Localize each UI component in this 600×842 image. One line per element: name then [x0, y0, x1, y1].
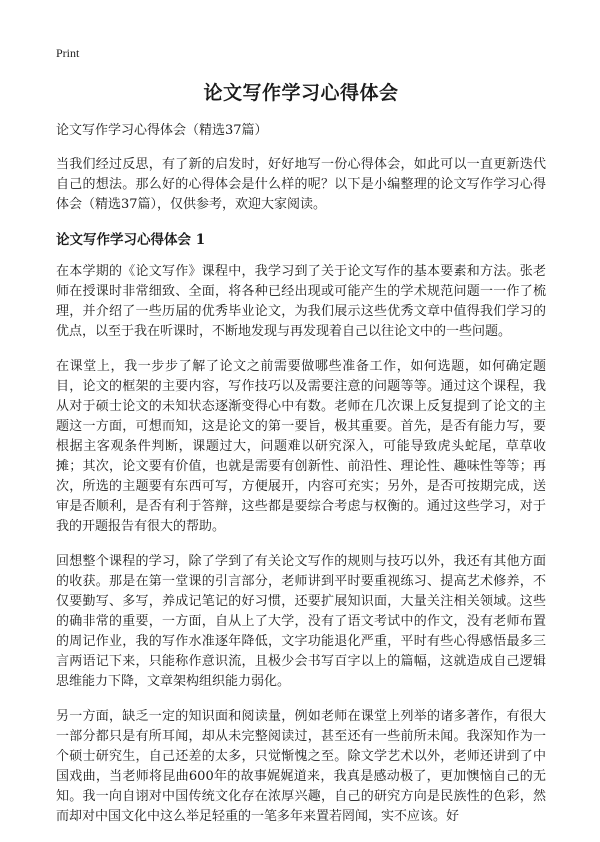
body-paragraph: 回想整个课程的学习，除了学到了有关论文写作的规则与技巧以外，我还有其他方面的收获。那是在第一堂课的引言部分，老师讲到平时要重视练习、提高艺术修养，不仅要勤写、多写，养成记笔记的好习惯，还要扩展知识面，大量关注相关领域。这些的确非常的重要，一方面，自从上了大学，没有了语文考试中的作文，没有老师布置的周记作业，我的写作水准逐年降低，文字功能退化严重，平时有些心得感悟最多三言两语记下来，只能称作意识流，且极少会书写百字以上的篇幅，这就造成自己逻辑思维能力下降，文章架构组织能力弱化。	[56, 554, 546, 689]
print-link[interactable]: Print	[56, 46, 80, 60]
body-paragraph: 另一方面，缺乏一定的知识面和阅读量，例如老师在课堂上列举的诸多著作，有很大一部分都只是有所耳闻，却从未完整阅读过，甚至还有一些前所未闻。我深知作为一个硕士研究生，自己还差的太多，只觉惭愧之至。除文学艺术以外，老师还讲到了中国戏曲，当老师将昆曲600年的故事娓娓道来，我真是感动极了，更加懊恼自己的无知。我一向自诩对中国传统文化存在浓厚兴趣，自己的研究方向是民族性的色彩，然而却对中国文化中这么举足轻重的一笔多年来置若罔闻，实不应该。好	[56, 709, 546, 824]
intro-paragraph: 当我们经过反思，有了新的启发时，好好地写一份心得体会，如此可以一直更新迭代自己的想法。那么好的心得体会是什么样的呢？以下是小编整理的论文写作学习心得体会（精选37篇），仅供参考，欢迎大家阅读。	[56, 157, 546, 212]
page-title: 论文写作学习心得体会	[203, 82, 399, 104]
body-paragraph: 在课堂上，我一步步了解了论文之前需要做哪些准备工作，如何选题，如何确定题目，论文的框架的主要内容，写作技巧以及需要注意的问题等等。通过这个课程，我从对于硕士论文的未知状态逐渐变得心中有数。老师在几次课上反复提到了论文的主题这一方面，可想而知，这是论文的第一要旨，极其重要。首先，是否有能力写，要根据主客观条件判断，课题过大，问题难以研究深入，可能导致虎头蛇尾，草草收摊；其次，论文要有价值，也就是需要有创新性、前沿性、理论性、趣味性等等；再次，所选的主题要有东西可写，方便展开，内容可充实；另外，是否可按期完成，送审是否顺利，是否有利于答辩，这些都是要综合考虑与权衡的。通过这些学习，对于我的开题报告有很大的帮助。	[56, 359, 546, 534]
section-heading: 论文写作学习心得体会 1	[56, 232, 206, 248]
body-paragraph: 在本学期的《论文写作》课程中，我学习到了关于论文写作的基本要素和方法。张老师在授课时非常细致、全面，将各种已经出现或可能产生的学术规范问题一一作了梳理，并介绍了一些历届的优秀毕业论文，为我们展示这些优秀文章中值得我们学习的优点，以至于我在听课时，不断地发现与再发现着自己以往论文中的一些问题。	[56, 264, 546, 339]
document-body	[56, 78, 546, 842]
document-subtitle: 论文写作学习心得体会（精选37篇）	[56, 123, 268, 138]
